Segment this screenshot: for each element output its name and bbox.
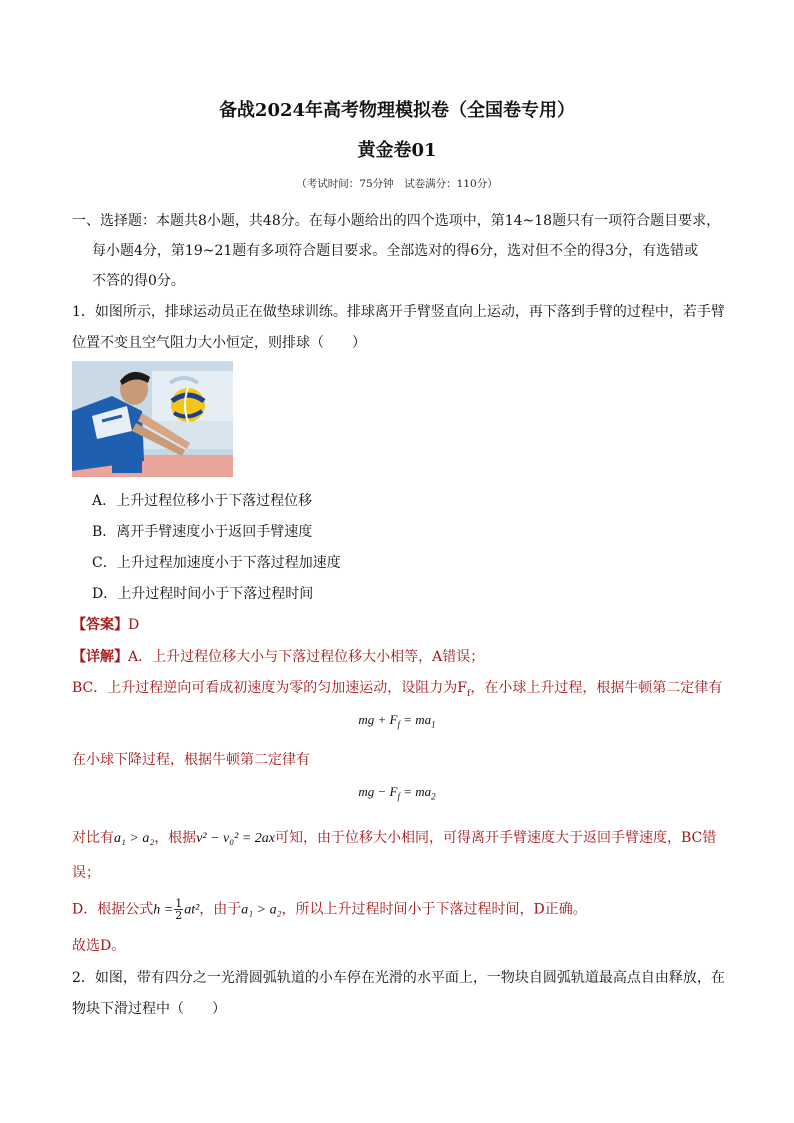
equation-2 <box>0 784 794 802</box>
compare-end: 可知，由于位移大小相同，可得离开手臂速度大于返回手臂速度，BC错 <box>275 830 717 846</box>
eq2-sub: f <box>397 791 400 802</box>
equation-1 <box>0 712 794 730</box>
eq2-right: = ma <box>399 784 432 799</box>
q2-stem-line2: 物块下滑过程中（ ） <box>72 1001 226 1017</box>
compare-pre: 对比有 <box>72 830 114 846</box>
eq1-sub: f <box>397 719 400 730</box>
exam-subtitle: 黄金卷01 <box>357 140 437 161</box>
d-end: ，所以上升过程时间小于下落过程时间，D正确。 <box>281 901 587 918</box>
detail-tag: 【详解】 <box>72 649 128 665</box>
volleyball-player-illustration <box>72 361 233 477</box>
q1-detail-d <box>72 898 587 921</box>
answer-tag: 【答案】 <box>72 617 128 633</box>
compare-formula: v² − v₀² = 2ax <box>196 831 275 846</box>
q1-answer <box>72 614 139 634</box>
q1-detail-a <box>72 646 484 666</box>
d-pre: D．根据公式 <box>72 901 154 918</box>
compare-mid: ，根据 <box>154 830 197 846</box>
eq2-sub2: 2 <box>431 791 436 802</box>
detail-bc-end: ，在小球上升过程，根据牛顿第二定律有 <box>470 680 723 696</box>
section1-line3: 不答的得0分。 <box>92 273 185 289</box>
q1-option-c: C．上升过程加速度小于下落过程加速度 <box>92 555 341 571</box>
d-frac-den: 2 <box>175 909 183 922</box>
exam-title: 备战2024年高考物理模拟卷（全国卷专用） <box>218 100 576 121</box>
q1-compare <box>72 827 716 847</box>
q1-option-d: D．上升过程时间小于下落过程时间 <box>92 586 314 602</box>
q1-conclusion: 故选D。 <box>72 938 126 954</box>
q1-stem-line1: 1．如图所示，排球运动员正在做垫球训练。排球离开手臂竖直向上运动，再下落到手臂的过程中，若手臂 <box>72 304 725 320</box>
section1-line1: 一、选择题：本题共8小题，共48分。在每小题给出的四个选项中，第14~18题只有一项符合题目要求， <box>72 213 721 229</box>
d-math: a₁ > a₂ <box>241 902 282 918</box>
compare-math: a₁ > a₂ <box>114 831 155 846</box>
detail-a-text: A．上升过程位移大小与下落过程位移大小相等，A错误； <box>128 649 485 665</box>
q1-detail-down: 在小球下降过程，根据牛顿第二定律有 <box>72 752 310 768</box>
detail-bc-sub: f <box>466 688 471 699</box>
section1-line2: 每小题4分，第19~21题有多项符合题目要求。全部选对的得6分，选对但不全的得3分，有选错或 <box>92 243 699 259</box>
q1-compare-cont: 误； <box>72 865 100 881</box>
d-mid: ，由于 <box>199 901 242 918</box>
detail-bc-text: BC．上升过程逆向可看成初速度为零的匀加速运动，设阻力为F <box>72 680 467 696</box>
eq1-right: = ma <box>399 712 432 727</box>
eq1-sub2: 1 <box>431 719 436 730</box>
q1-option-a: A．上升过程位移小于下落过程位移 <box>92 493 313 509</box>
volleyball-photo <box>72 361 233 477</box>
exam-info: （考试时间：75分钟 试卷满分：110分） <box>296 178 498 190</box>
q1-option-b: B．离开手臂速度小于返回手臂速度 <box>92 524 313 540</box>
q2-stem-line1: 2．如图，带有四分之一光滑圆弧轨道的小车停在光滑的水平面上，一物块自圆弧轨道最高点自由释放，在 <box>72 970 725 986</box>
eq2-left: mg − F <box>358 784 398 799</box>
answer-value: D <box>128 617 140 633</box>
q1-detail-bc <box>72 677 722 699</box>
d-fraction <box>174 898 183 921</box>
q1-stem-line2: 位置不变且空气阻力大小恒定，则排球（ ） <box>72 335 366 351</box>
d-formula-h: h = <box>153 902 174 918</box>
eq1-left: mg + F <box>358 712 398 727</box>
d-formula-rest: at² <box>184 902 200 918</box>
d-frac-num: 1 <box>175 897 183 910</box>
